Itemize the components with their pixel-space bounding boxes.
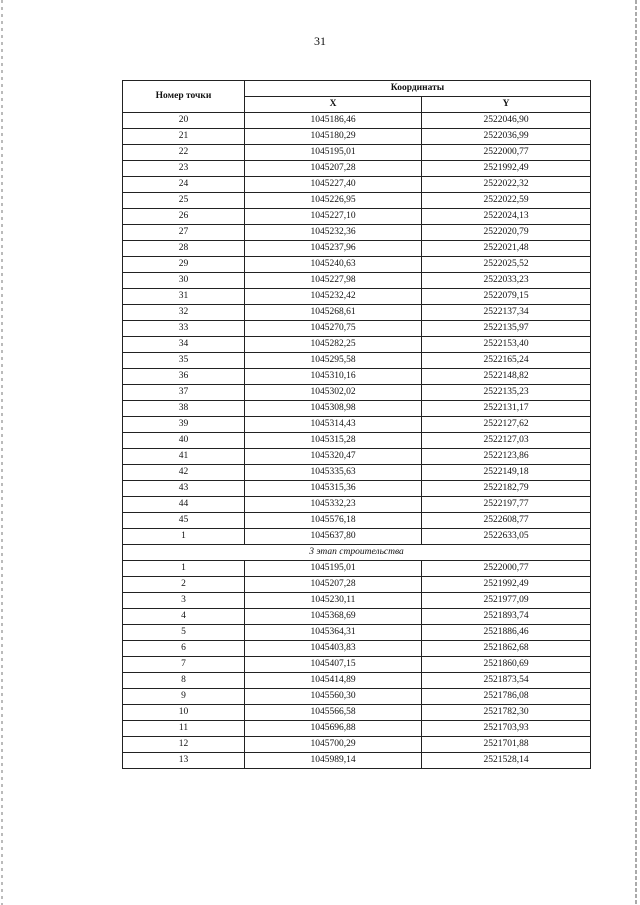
table-row: [123, 369, 591, 385]
x-coordinate-cell: 1045232,36: [245, 225, 422, 241]
x-coordinate-cell: 1045320,47: [245, 449, 422, 465]
x-coordinate-cell: 1045240,63: [245, 257, 422, 273]
point-number-cell: 2: [123, 577, 245, 593]
table-row: [123, 289, 591, 305]
point-number-cell: 30: [123, 273, 245, 289]
table-body-stage-3: [123, 561, 591, 769]
point-number-cell: 10: [123, 705, 245, 721]
point-number-cell: 11: [123, 721, 245, 737]
point-number-cell: 5: [123, 625, 245, 641]
point-number-cell: 23: [123, 161, 245, 177]
point-number-cell: 24: [123, 177, 245, 193]
y-coordinate-cell: 2522148,82: [422, 369, 591, 385]
table-row: [123, 401, 591, 417]
y-coordinate-cell: 2522079,15: [422, 289, 591, 305]
y-coordinate-cell: 2522020,79: [422, 225, 591, 241]
table-row: [123, 721, 591, 737]
scan-edge-left: [1, 0, 3, 905]
table-row: [123, 129, 591, 145]
y-coordinate-cell: 2521701,88: [422, 737, 591, 753]
table-row: [123, 305, 591, 321]
point-number-cell: 40: [123, 433, 245, 449]
y-coordinate-cell: 2522021,48: [422, 241, 591, 257]
x-coordinate-cell: 1045314,43: [245, 417, 422, 433]
table-row: [123, 705, 591, 721]
table-row: [123, 177, 591, 193]
x-coordinate-cell: 1045227,98: [245, 273, 422, 289]
table-row: [123, 641, 591, 657]
point-number-cell: 1: [123, 529, 245, 545]
table-row: [123, 577, 591, 593]
table-row: [123, 385, 591, 401]
x-coordinate-cell: 1045186,46: [245, 113, 422, 129]
x-coordinate-cell: 1045332,23: [245, 497, 422, 513]
table-row: [123, 193, 591, 209]
table-row: [123, 417, 591, 433]
x-coordinate-cell: 1045560,30: [245, 689, 422, 705]
x-coordinate-cell: 1045227,40: [245, 177, 422, 193]
scan-edge-right: [635, 0, 637, 905]
table-row: [123, 257, 591, 273]
x-coordinate-cell: 1045268,61: [245, 305, 422, 321]
x-coordinate-cell: 1045576,18: [245, 513, 422, 529]
point-number-cell: 27: [123, 225, 245, 241]
y-coordinate-cell: 2522197,77: [422, 497, 591, 513]
x-coordinate-cell: 1045195,01: [245, 145, 422, 161]
point-number-cell: 29: [123, 257, 245, 273]
point-number-cell: 7: [123, 657, 245, 673]
y-coordinate-cell: 2521992,49: [422, 577, 591, 593]
y-coordinate-cell: 2522131,17: [422, 401, 591, 417]
y-coordinate-cell: 2522123,86: [422, 449, 591, 465]
x-coordinate-cell: 1045700,29: [245, 737, 422, 753]
table-row: [123, 145, 591, 161]
y-coordinate-cell: 2522022,32: [422, 177, 591, 193]
y-coordinate-cell: 2521862,68: [422, 641, 591, 657]
point-number-cell: 9: [123, 689, 245, 705]
point-number-cell: 34: [123, 337, 245, 353]
y-coordinate-cell: 2522022,59: [422, 193, 591, 209]
x-coordinate-cell: 1045368,69: [245, 609, 422, 625]
y-coordinate-cell: 2522137,34: [422, 305, 591, 321]
point-number-cell: 31: [123, 289, 245, 305]
y-coordinate-cell: 2522633,05: [422, 529, 591, 545]
table-row: [123, 737, 591, 753]
table-row: [123, 513, 591, 529]
point-number-cell: 32: [123, 305, 245, 321]
x-coordinate-cell: 1045195,01: [245, 561, 422, 577]
x-coordinate-cell: 1045989,14: [245, 753, 422, 769]
section-row: [123, 545, 591, 561]
x-coordinate-cell: 1045180,29: [245, 129, 422, 145]
table-row: [123, 673, 591, 689]
y-coordinate-cell: 2521786,08: [422, 689, 591, 705]
header-point-number: Номер точки: [123, 81, 245, 113]
y-coordinate-cell: 2522025,52: [422, 257, 591, 273]
point-number-cell: 12: [123, 737, 245, 753]
point-number-cell: 44: [123, 497, 245, 513]
y-coordinate-cell: 2522127,62: [422, 417, 591, 433]
point-number-cell: 36: [123, 369, 245, 385]
point-number-cell: 3: [123, 593, 245, 609]
y-coordinate-cell: 2521873,54: [422, 673, 591, 689]
point-number-cell: 33: [123, 321, 245, 337]
table-row: [123, 353, 591, 369]
point-number-cell: 39: [123, 417, 245, 433]
y-coordinate-cell: 2522149,18: [422, 465, 591, 481]
table-row: [123, 609, 591, 625]
table-row: [123, 449, 591, 465]
y-coordinate-cell: 2522000,77: [422, 561, 591, 577]
table-row: [123, 337, 591, 353]
y-coordinate-cell: 2521860,69: [422, 657, 591, 673]
x-coordinate-cell: 1045403,83: [245, 641, 422, 657]
table-row: [123, 561, 591, 577]
point-number-cell: 13: [123, 753, 245, 769]
table-row: [123, 161, 591, 177]
y-coordinate-cell: 2522608,77: [422, 513, 591, 529]
y-coordinate-cell: 2522127,03: [422, 433, 591, 449]
table-row: [123, 433, 591, 449]
x-coordinate-cell: 1045637,80: [245, 529, 422, 545]
y-coordinate-cell: 2522024,13: [422, 209, 591, 225]
point-number-cell: 4: [123, 609, 245, 625]
table-row: [123, 321, 591, 337]
table-row: [123, 225, 591, 241]
y-coordinate-cell: 2522153,40: [422, 337, 591, 353]
table-row: [123, 497, 591, 513]
point-number-cell: 8: [123, 673, 245, 689]
x-coordinate-cell: 1045566,58: [245, 705, 422, 721]
y-coordinate-cell: 2521703,93: [422, 721, 591, 737]
y-coordinate-cell: 2522000,77: [422, 145, 591, 161]
x-coordinate-cell: 1045295,58: [245, 353, 422, 369]
coordinates-table: [122, 80, 591, 769]
x-coordinate-cell: 1045308,98: [245, 401, 422, 417]
y-coordinate-cell: 2522165,24: [422, 353, 591, 369]
header-y: Y: [422, 97, 591, 113]
point-number-cell: 42: [123, 465, 245, 481]
x-coordinate-cell: 1045230,11: [245, 593, 422, 609]
point-number-cell: 41: [123, 449, 245, 465]
point-number-cell: 35: [123, 353, 245, 369]
y-coordinate-cell: 2521528,14: [422, 753, 591, 769]
y-coordinate-cell: 2522135,97: [422, 321, 591, 337]
point-number-cell: 26: [123, 209, 245, 225]
point-number-cell: 25: [123, 193, 245, 209]
y-coordinate-cell: 2521886,46: [422, 625, 591, 641]
table-row: [123, 241, 591, 257]
header-x: X: [245, 97, 422, 113]
x-coordinate-cell: 1045315,36: [245, 481, 422, 497]
x-coordinate-cell: 1045270,75: [245, 321, 422, 337]
x-coordinate-cell: 1045227,10: [245, 209, 422, 225]
table-body-stage-2: [123, 113, 591, 545]
section-title: 3 этап строительства: [123, 545, 591, 561]
x-coordinate-cell: 1045207,28: [245, 577, 422, 593]
x-coordinate-cell: 1045414,89: [245, 673, 422, 689]
point-number-cell: 6: [123, 641, 245, 657]
page-number: 31: [314, 34, 326, 48]
y-coordinate-cell: 2521893,74: [422, 609, 591, 625]
x-coordinate-cell: 1045310,16: [245, 369, 422, 385]
header-coordinates: Координаты: [245, 81, 591, 97]
point-number-cell: 1: [123, 561, 245, 577]
x-coordinate-cell: 1045207,28: [245, 161, 422, 177]
table-row: [123, 529, 591, 545]
y-coordinate-cell: 2522182,79: [422, 481, 591, 497]
y-coordinate-cell: 2521782,30: [422, 705, 591, 721]
x-coordinate-cell: 1045302,02: [245, 385, 422, 401]
x-coordinate-cell: 1045364,31: [245, 625, 422, 641]
x-coordinate-cell: 1045232,42: [245, 289, 422, 305]
table-row: [123, 113, 591, 129]
point-number-cell: 28: [123, 241, 245, 257]
point-number-cell: 38: [123, 401, 245, 417]
x-coordinate-cell: 1045237,96: [245, 241, 422, 257]
table-row: [123, 273, 591, 289]
x-coordinate-cell: 1045282,25: [245, 337, 422, 353]
point-number-cell: 43: [123, 481, 245, 497]
x-coordinate-cell: 1045335,63: [245, 465, 422, 481]
x-coordinate-cell: 1045315,28: [245, 433, 422, 449]
table-row: [123, 481, 591, 497]
y-coordinate-cell: 2521992,49: [422, 161, 591, 177]
y-coordinate-cell: 2522046,90: [422, 113, 591, 129]
point-number-cell: 37: [123, 385, 245, 401]
x-coordinate-cell: 1045696,88: [245, 721, 422, 737]
point-number-cell: 22: [123, 145, 245, 161]
y-coordinate-cell: 2522135,23: [422, 385, 591, 401]
table-row: [123, 465, 591, 481]
table-row: [123, 625, 591, 641]
point-number-cell: 21: [123, 129, 245, 145]
point-number-cell: 20: [123, 113, 245, 129]
table-row: [123, 689, 591, 705]
table-row: [123, 657, 591, 673]
point-number-cell: 45: [123, 513, 245, 529]
table-row: [123, 593, 591, 609]
table-row: [123, 209, 591, 225]
y-coordinate-cell: 2522036,99: [422, 129, 591, 145]
table-row: [123, 753, 591, 769]
x-coordinate-cell: 1045407,15: [245, 657, 422, 673]
x-coordinate-cell: 1045226,95: [245, 193, 422, 209]
y-coordinate-cell: 2522033,23: [422, 273, 591, 289]
y-coordinate-cell: 2521977,09: [422, 593, 591, 609]
